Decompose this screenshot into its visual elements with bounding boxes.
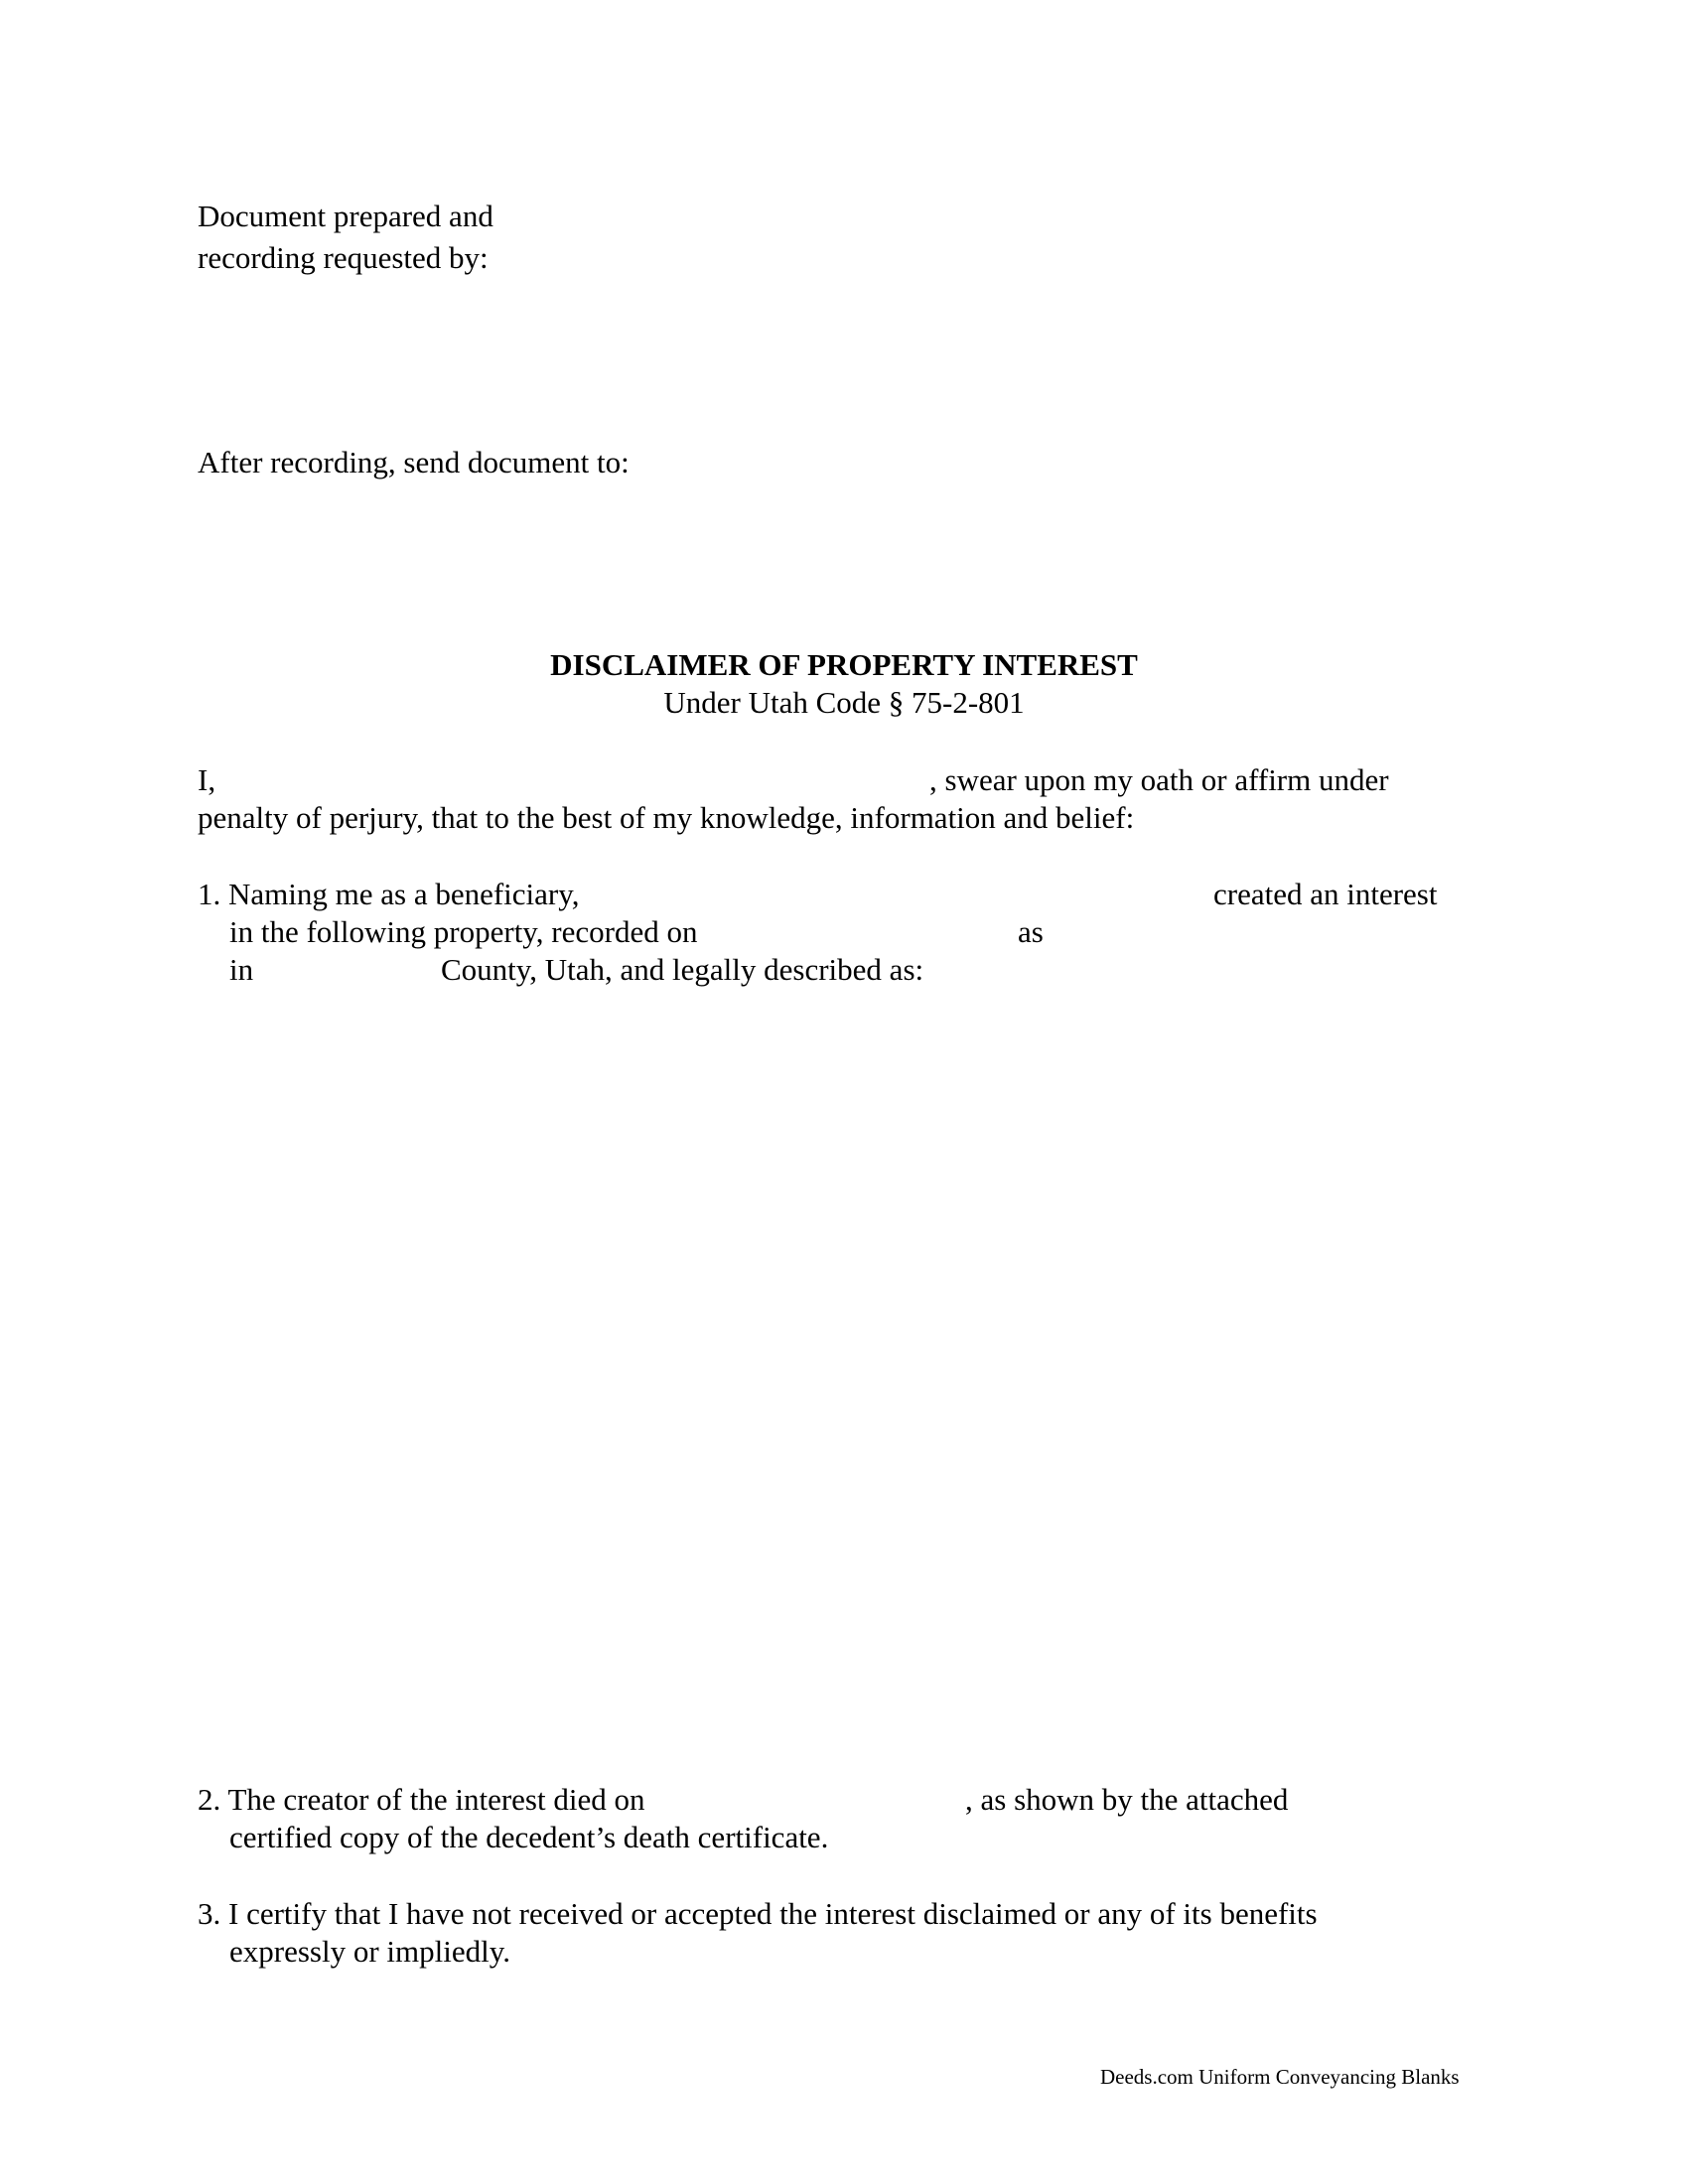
document-subtitle: Under Utah Code § 75-2-801 xyxy=(663,685,1025,720)
item3-line2: expressly or impliedly. xyxy=(229,1934,510,1969)
intro-line2: penalty of perjury, that to the best of my knowledge, information and belief: xyxy=(198,800,1135,835)
item1-as-text: as xyxy=(1018,914,1044,949)
item1-created-text: created an interest xyxy=(1213,877,1438,911)
item2-line2: certified copy of the decedent’s death certificate. xyxy=(229,1820,829,1854)
item2-died-on-text: 2. The creator of the interest died on xyxy=(198,1782,645,1817)
after-recording-label: After recording, send document to: xyxy=(198,445,630,479)
document-title: DISCLAIMER OF PROPERTY INTEREST xyxy=(550,647,1138,682)
item1-in-text: in xyxy=(229,952,254,987)
item1-beneficiary-text: 1. Naming me as a beneficiary, xyxy=(198,877,580,911)
prepared-by-label-line2: recording requested by: xyxy=(198,240,489,275)
item1-recorded-on-text: in the following property, recorded on xyxy=(229,914,698,949)
intro-prefix: I, xyxy=(198,762,216,797)
prepared-by-label-line1: Document prepared and xyxy=(198,199,493,233)
footer-text: Deeds.com Uniform Conveyancing Blanks xyxy=(1100,2065,1460,2089)
item2-shown-text: , as shown by the attached xyxy=(965,1782,1289,1817)
item1-county-text: County, Utah, and legally described as: xyxy=(441,952,924,987)
intro-oath-text: , swear upon my oath or affirm under xyxy=(929,762,1389,797)
item3-line1: 3. I certify that I have not received or accepted the interest disclaimed or any of its benefits xyxy=(198,1896,1318,1931)
